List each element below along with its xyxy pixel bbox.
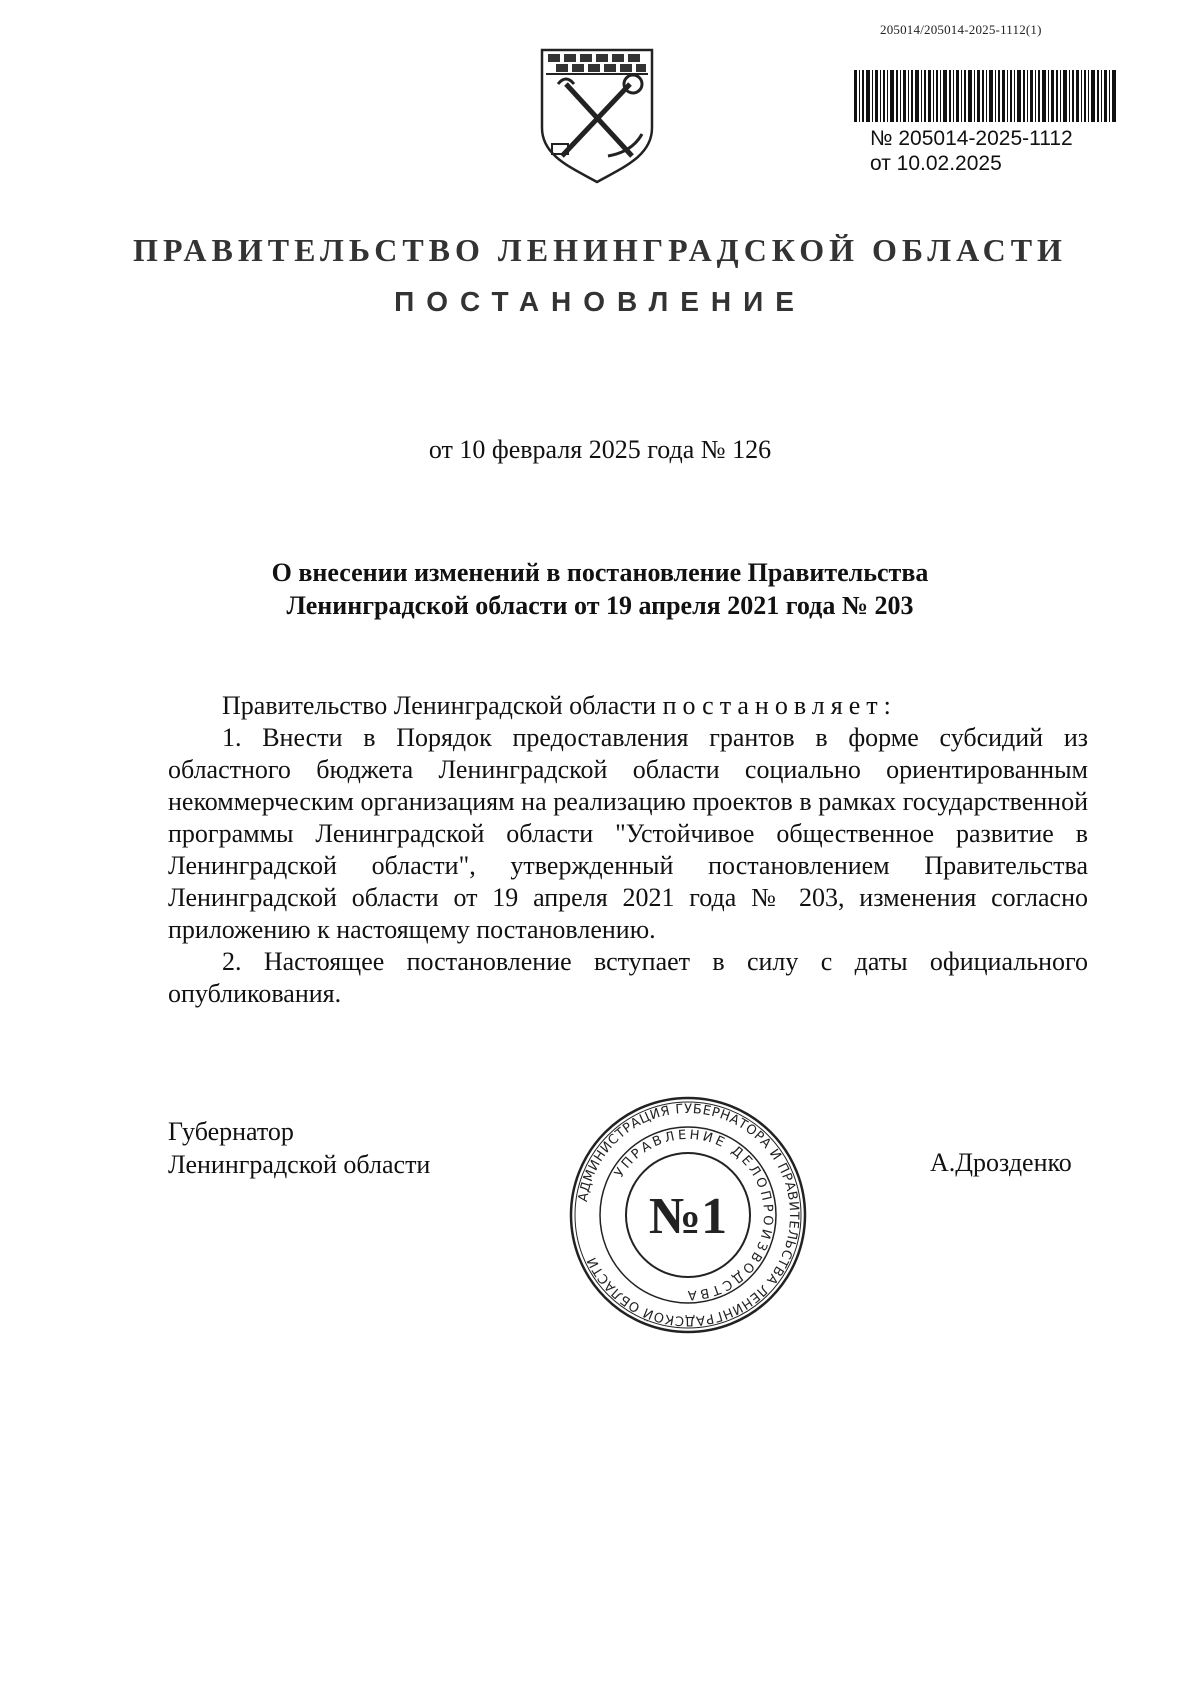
document-id: 205014/205014-2025-1112(1): [880, 22, 1042, 37]
document-date: от 10 февраля 2025 года № 126: [428, 435, 772, 464]
title-line-2: Ленинградской области от 19 апреля 2021 года № 203: [286, 591, 914, 620]
barcode: [854, 70, 1116, 122]
signatory-name: А.Дрозденко: [930, 1148, 1072, 1177]
coat-of-arms-icon: [538, 44, 656, 184]
seal-outer-text: АДМИНИСТРАЦИЯ ГУБЕРНАТОРА И ПРАВИТЕЛЬСТВА ЛЕНИНГРАДСКОЙ ОБЛАСТИ: [575, 1101, 802, 1329]
document-title: [160, 556, 1040, 622]
decree-word: постановляет:: [662, 691, 897, 720]
signatory-position: [168, 1115, 430, 1181]
official-seal: [568, 1095, 808, 1335]
position-line-1: Губернатор: [168, 1117, 294, 1146]
position-line-2: Ленинградской области: [168, 1150, 431, 1179]
registration-number: № 205014-2025-1112: [870, 127, 1073, 150]
seal-center-number: №1: [648, 1188, 728, 1245]
document-type: ПОСТАНОВЛЕНИЕ: [394, 286, 806, 317]
registration-date: от 10.02.2025: [870, 152, 1002, 175]
seal-inner-text: УПРАВЛЕНИЕ ДЕЛОПРОИЗВОДСТВА: [612, 1127, 776, 1303]
document-body: [168, 690, 1088, 1010]
title-line-1: О внесении изменений в постановление Правительства: [271, 558, 929, 587]
registration-block: [870, 126, 1073, 176]
item-1-paragraph: 1. Внести в Порядок предоставления грантов в форме субсидий из областного бюджета Ленинградской области социально ориентированным некоммерческим организациям на реализацию проектов в рамках государственной программы Ленинградской области "Устойчивое общественное развитие в Ленинградской области", утвержденный постановлением Правительства Ленинградской области от 19 апреля 2021 года № 203, изменения согласно приложению к настоящему постановлению.: [168, 723, 1088, 944]
intro-text: Правительство Ленинградской области: [222, 691, 657, 720]
intro-paragraph: [168, 690, 1088, 722]
item-2-paragraph: 2. Настоящее постановление вступает в силу с даты официального опубликования.: [168, 947, 1088, 1008]
organization-name: ПРАВИТЕЛЬСТВО ЛЕНИНГРАДСКОЙ ОБЛАСТИ: [133, 232, 1067, 268]
